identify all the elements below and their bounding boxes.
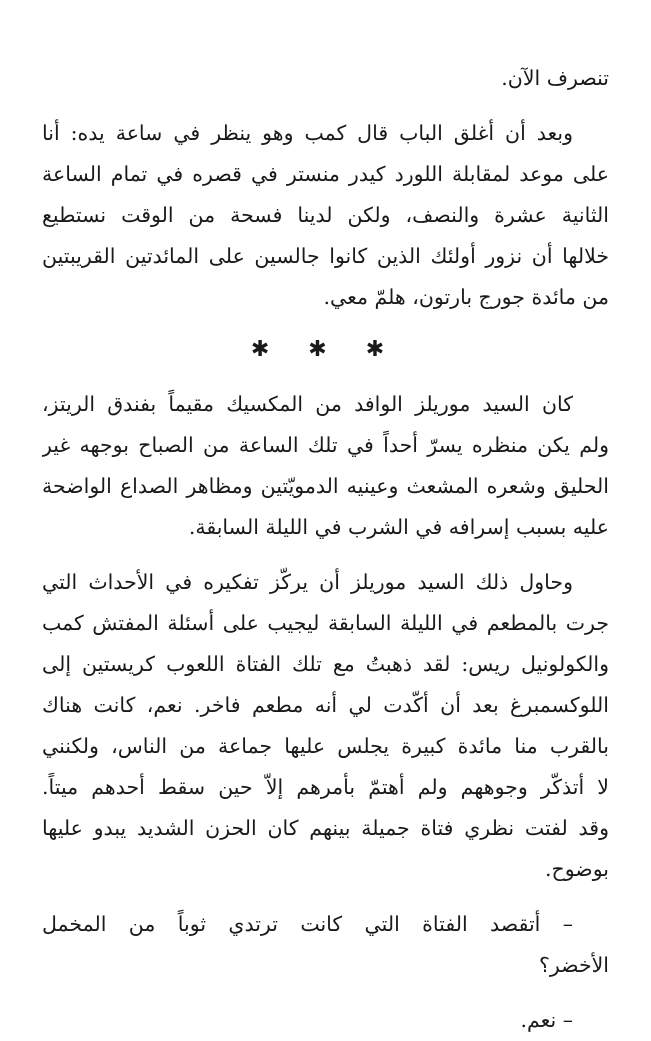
paragraph-2 xyxy=(42,113,609,318)
section-separator: ✱ ✱ ✱ xyxy=(250,337,401,362)
text-line: وقد لفتت نظري فتاة جميلة بينهم كان الحزن الشديد يبدو عليها xyxy=(42,816,609,840)
text-line: بالقرب منا مائدة كبيرة يجلس عليها جماعة من الناس، ولكنني xyxy=(42,734,609,758)
text-line: وحاول ذلك السيد موريلز أن يركّز تفكيره في الأحداث التي xyxy=(42,570,573,594)
text-line: تنصرف الآن. xyxy=(501,66,609,90)
text-line: بوضوح. xyxy=(544,857,609,881)
text-line: كان السيد موريلز الوافد من المكسيك مقيماً بفندق الريتز، xyxy=(42,392,573,416)
paragraph-4 xyxy=(42,562,609,890)
text-line: الثانية عشرة والنصف، ولكن لدينا فسحة من الوقت نستطيع xyxy=(42,203,609,227)
text-line: على موعد لمقابلة اللورد كيدر منستر في قصره في تمام الساعة xyxy=(42,162,609,186)
text-line: ولم يكن منظره يسرّ أحداً في تلك الساعة من الصباح بوجهه غير xyxy=(42,433,609,457)
text-line: – نعم. xyxy=(520,1008,573,1032)
text-line: وبعد أن أغلق الباب قال كمب وهو ينظر في ساعة يده: أنا xyxy=(42,121,573,145)
paragraph-1 xyxy=(42,58,609,99)
text-line: جرت بالمطعم في الليلة السابقة ليجيب على أسئلة المفتش كمب xyxy=(42,611,609,635)
text-line: عليه بسبب إسرافه في الشرب في الليلة السابقة. xyxy=(188,515,609,539)
text-line: الحليق وشعره المشعث وعينيه الدمويّتين ومظاهر الصداع الواضحة xyxy=(42,474,609,498)
text-line: والكولونيل ريس: لقد ذهبتُ مع تلك الفتاة اللعوب كريستين إلى xyxy=(42,652,609,676)
text-line: الأخضر؟ xyxy=(538,953,609,977)
text-line: – أتقصد الفتاة التي كانت ترتدي ثوباً من المخمل xyxy=(42,912,573,936)
dialogue-answer xyxy=(42,1000,609,1041)
dialogue-question xyxy=(42,904,609,986)
text-line: لا أتذكّر وجوههم ولم أهتمّ بأمرهم إلاّ حين سقط أحدهم ميتاً. xyxy=(42,775,609,799)
paragraph-3 xyxy=(42,384,609,548)
text-line: اللوكسمبرغ بعد أن أكّدت لي أنه مطعم فاخر. نعم، كانت هناك xyxy=(42,693,609,717)
text-line: خلالها أن نزور أولئك الذين كانوا جالسين على المائدتين القريبتين xyxy=(42,244,609,268)
text-line: من مائدة جورج بارتون، هلمّ معي. xyxy=(323,285,609,309)
